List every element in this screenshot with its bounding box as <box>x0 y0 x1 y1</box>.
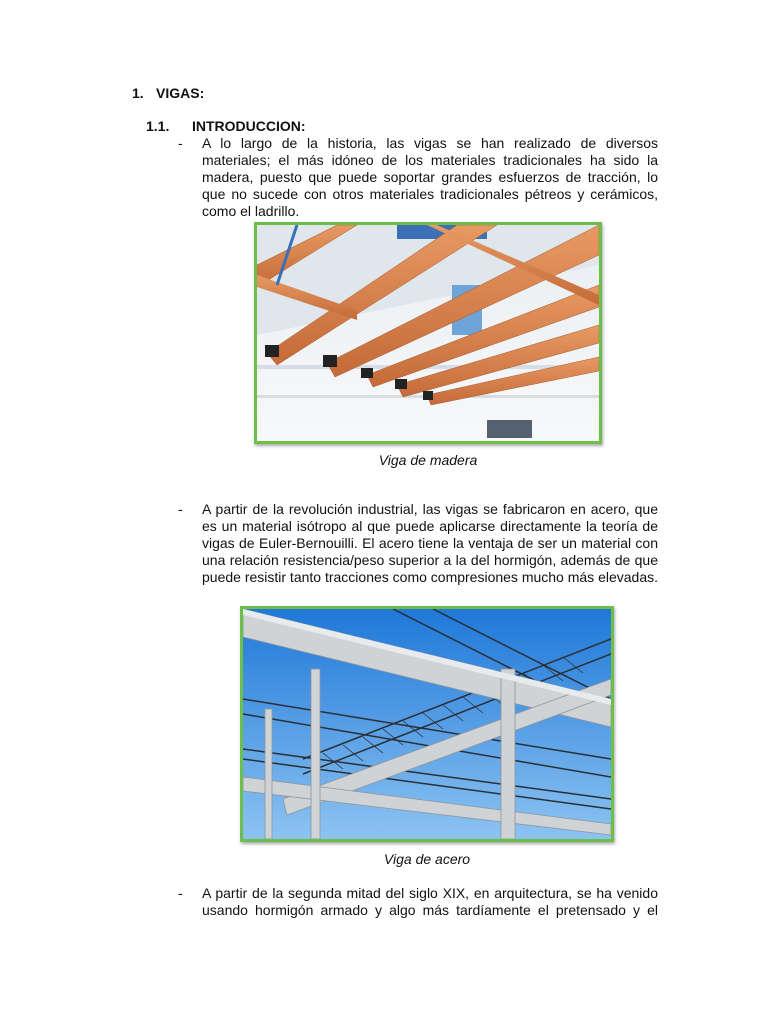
wood-beam-image <box>254 222 602 444</box>
paragraph-text: A partir de la segunda mitad del siglo XIX, en arquitectura, se ha venido usando hormigón armado y algo más tardíamente el pretensado y el <box>202 885 658 918</box>
bullet-dash: - <box>178 501 183 517</box>
subsection-number: 1.1. <box>146 118 170 134</box>
section-title: VIGAS: <box>156 85 205 101</box>
section-heading <box>132 85 204 101</box>
paragraph-text: A lo largo de la historia, las vigas se han realizado de diversos materiales; el más idóneo de los materiales tradicionales ha sido la madera, puesto que puede soportar grandes esfuerzos de tracción, lo que no sucede con otros materiales tradicionales pétreos y cerámicos, como el ladrillo. <box>202 135 658 219</box>
bullet-dash: - <box>178 885 183 901</box>
figure-caption: Viga de madera <box>378 452 478 468</box>
wood-beam-photo <box>257 225 599 441</box>
steel-beam-image <box>240 606 614 842</box>
figure-caption: Viga de acero <box>383 851 471 867</box>
paragraph-text: A partir de la revolución industrial, las vigas se fabricaron en acero, que es un material isótropo al que puede aplicarse directamente la teoría de vigas de Euler-Bernouilli. El acero tiene la ventaja de ser un material con una relación resistencia/peso superior a la del hormigón, además de que puede resistir tanto tracciones como compresiones mucho más elevadas. <box>202 501 658 585</box>
bullet-dash: - <box>178 135 183 151</box>
section-number: 1. <box>132 85 144 101</box>
subsection-heading <box>146 118 306 134</box>
steel-beam-photo <box>243 609 611 839</box>
subsection-title: INTRODUCCION: <box>192 118 306 134</box>
